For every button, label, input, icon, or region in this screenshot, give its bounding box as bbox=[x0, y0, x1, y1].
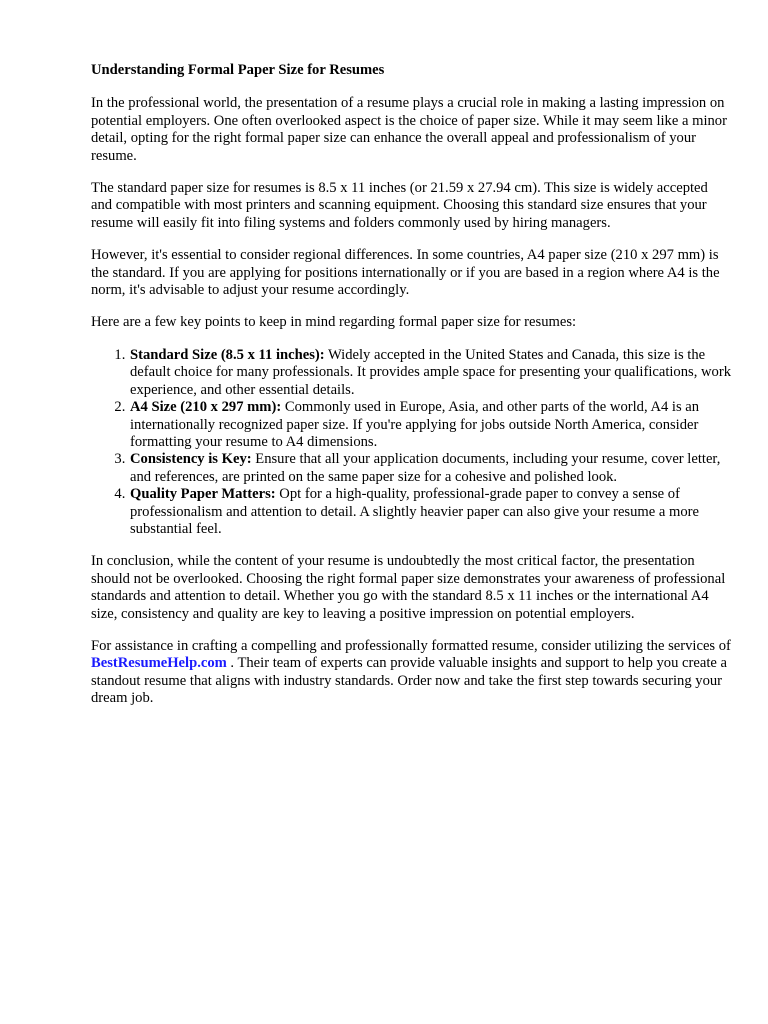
document-title: Understanding Formal Paper Size for Resumes bbox=[91, 62, 385, 78]
key-point-text: Commonly used in Europe, Asia, and other parts of the world, A4 is an internationally recognized paper size. If you're applying for jobs outside North America, consider formatting your resume to A4 dimensions. bbox=[130, 399, 700, 450]
intro-paragraph: In the professional world, the presentation of a resume plays a crucial role in making a lasting impression on potential employers. One often overlooked aspect is the choice of paper size. While it may seem like a minor detail, opting for the right formal paper size can enhance the overall appeal and professionalism of your resume. bbox=[91, 95, 727, 164]
key-point-title: Standard Size (8.5 x 11 inches): bbox=[130, 346, 325, 363]
key-point-text: Ensure that all your application documents, including your resume, cover letter, and references, are printed on the same paper size for a cohesive and polished look. bbox=[130, 451, 721, 485]
conclusion-paragraph: In conclusion, while the content of your resume is undoubtedly the most critical factor, the presentation should not be overlooked. Choosing the right formal paper size demonstrates your awareness of professional standards and attention to detail. Whether you go with the standard 8.5 x 11 inches or the international A4 size, consistency and quality are key to leaving a positive impression on potential employers. bbox=[91, 553, 726, 622]
assistance-text-before: For assistance in crafting a compelling and professionally formatted resume, consider utilizing the services of bbox=[91, 637, 731, 654]
regional-paragraph: However, it's essential to consider regional differences. In some countries, A4 paper size (210 x 297 mm) is the standard. If you are applying for positions internationally or if you are based in a region where A4 is the norm, it's advisable to adjust your resume accordingly. bbox=[91, 247, 720, 299]
assistance-text-after: . Their team of experts can provide valuable insights and support to help you create a standout resume that aligns with industry standards. Order now and take the first step towards securing your dream job. bbox=[91, 655, 728, 707]
list-item bbox=[129, 451, 731, 486]
key-point-text: Opt for a high-quality, professional-grade paper to convey a sense of professionalism and attention to detail. A slightly heavier paper can also give your resume a more substantial feel. bbox=[130, 486, 699, 537]
list-item bbox=[129, 486, 731, 538]
list-item bbox=[129, 347, 731, 399]
key-point-title: A4 Size (210 x 297 mm): bbox=[130, 399, 282, 416]
key-points-intro: Here are a few key points to keep in mind regarding formal paper size for resumes: bbox=[91, 314, 577, 331]
key-point-title: Consistency is Key: bbox=[130, 451, 252, 468]
document-page bbox=[91, 62, 731, 723]
assistance-paragraph bbox=[91, 638, 731, 708]
key-points-list bbox=[91, 347, 731, 538]
standard-size-paragraph: The standard paper size for resumes is 8.5 x 11 inches (or 21.59 x 27.94 cm). This size is widely accepted and compatible with most printers and scanning equipment. Choosing this standard size ensures that your resume will easily fit into filing systems and folders commonly used by hiring managers. bbox=[91, 180, 708, 231]
best-resume-help-link[interactable]: BestResumeHelp.com bbox=[91, 655, 227, 672]
key-point-text: Widely accepted in the United States and Canada, this size is the default choice for many professionals. It provides ample space for presenting your qualifications, work experience, and other essential details. bbox=[130, 346, 731, 398]
key-point-title: Quality Paper Matters: bbox=[130, 486, 276, 503]
list-item bbox=[129, 399, 731, 451]
